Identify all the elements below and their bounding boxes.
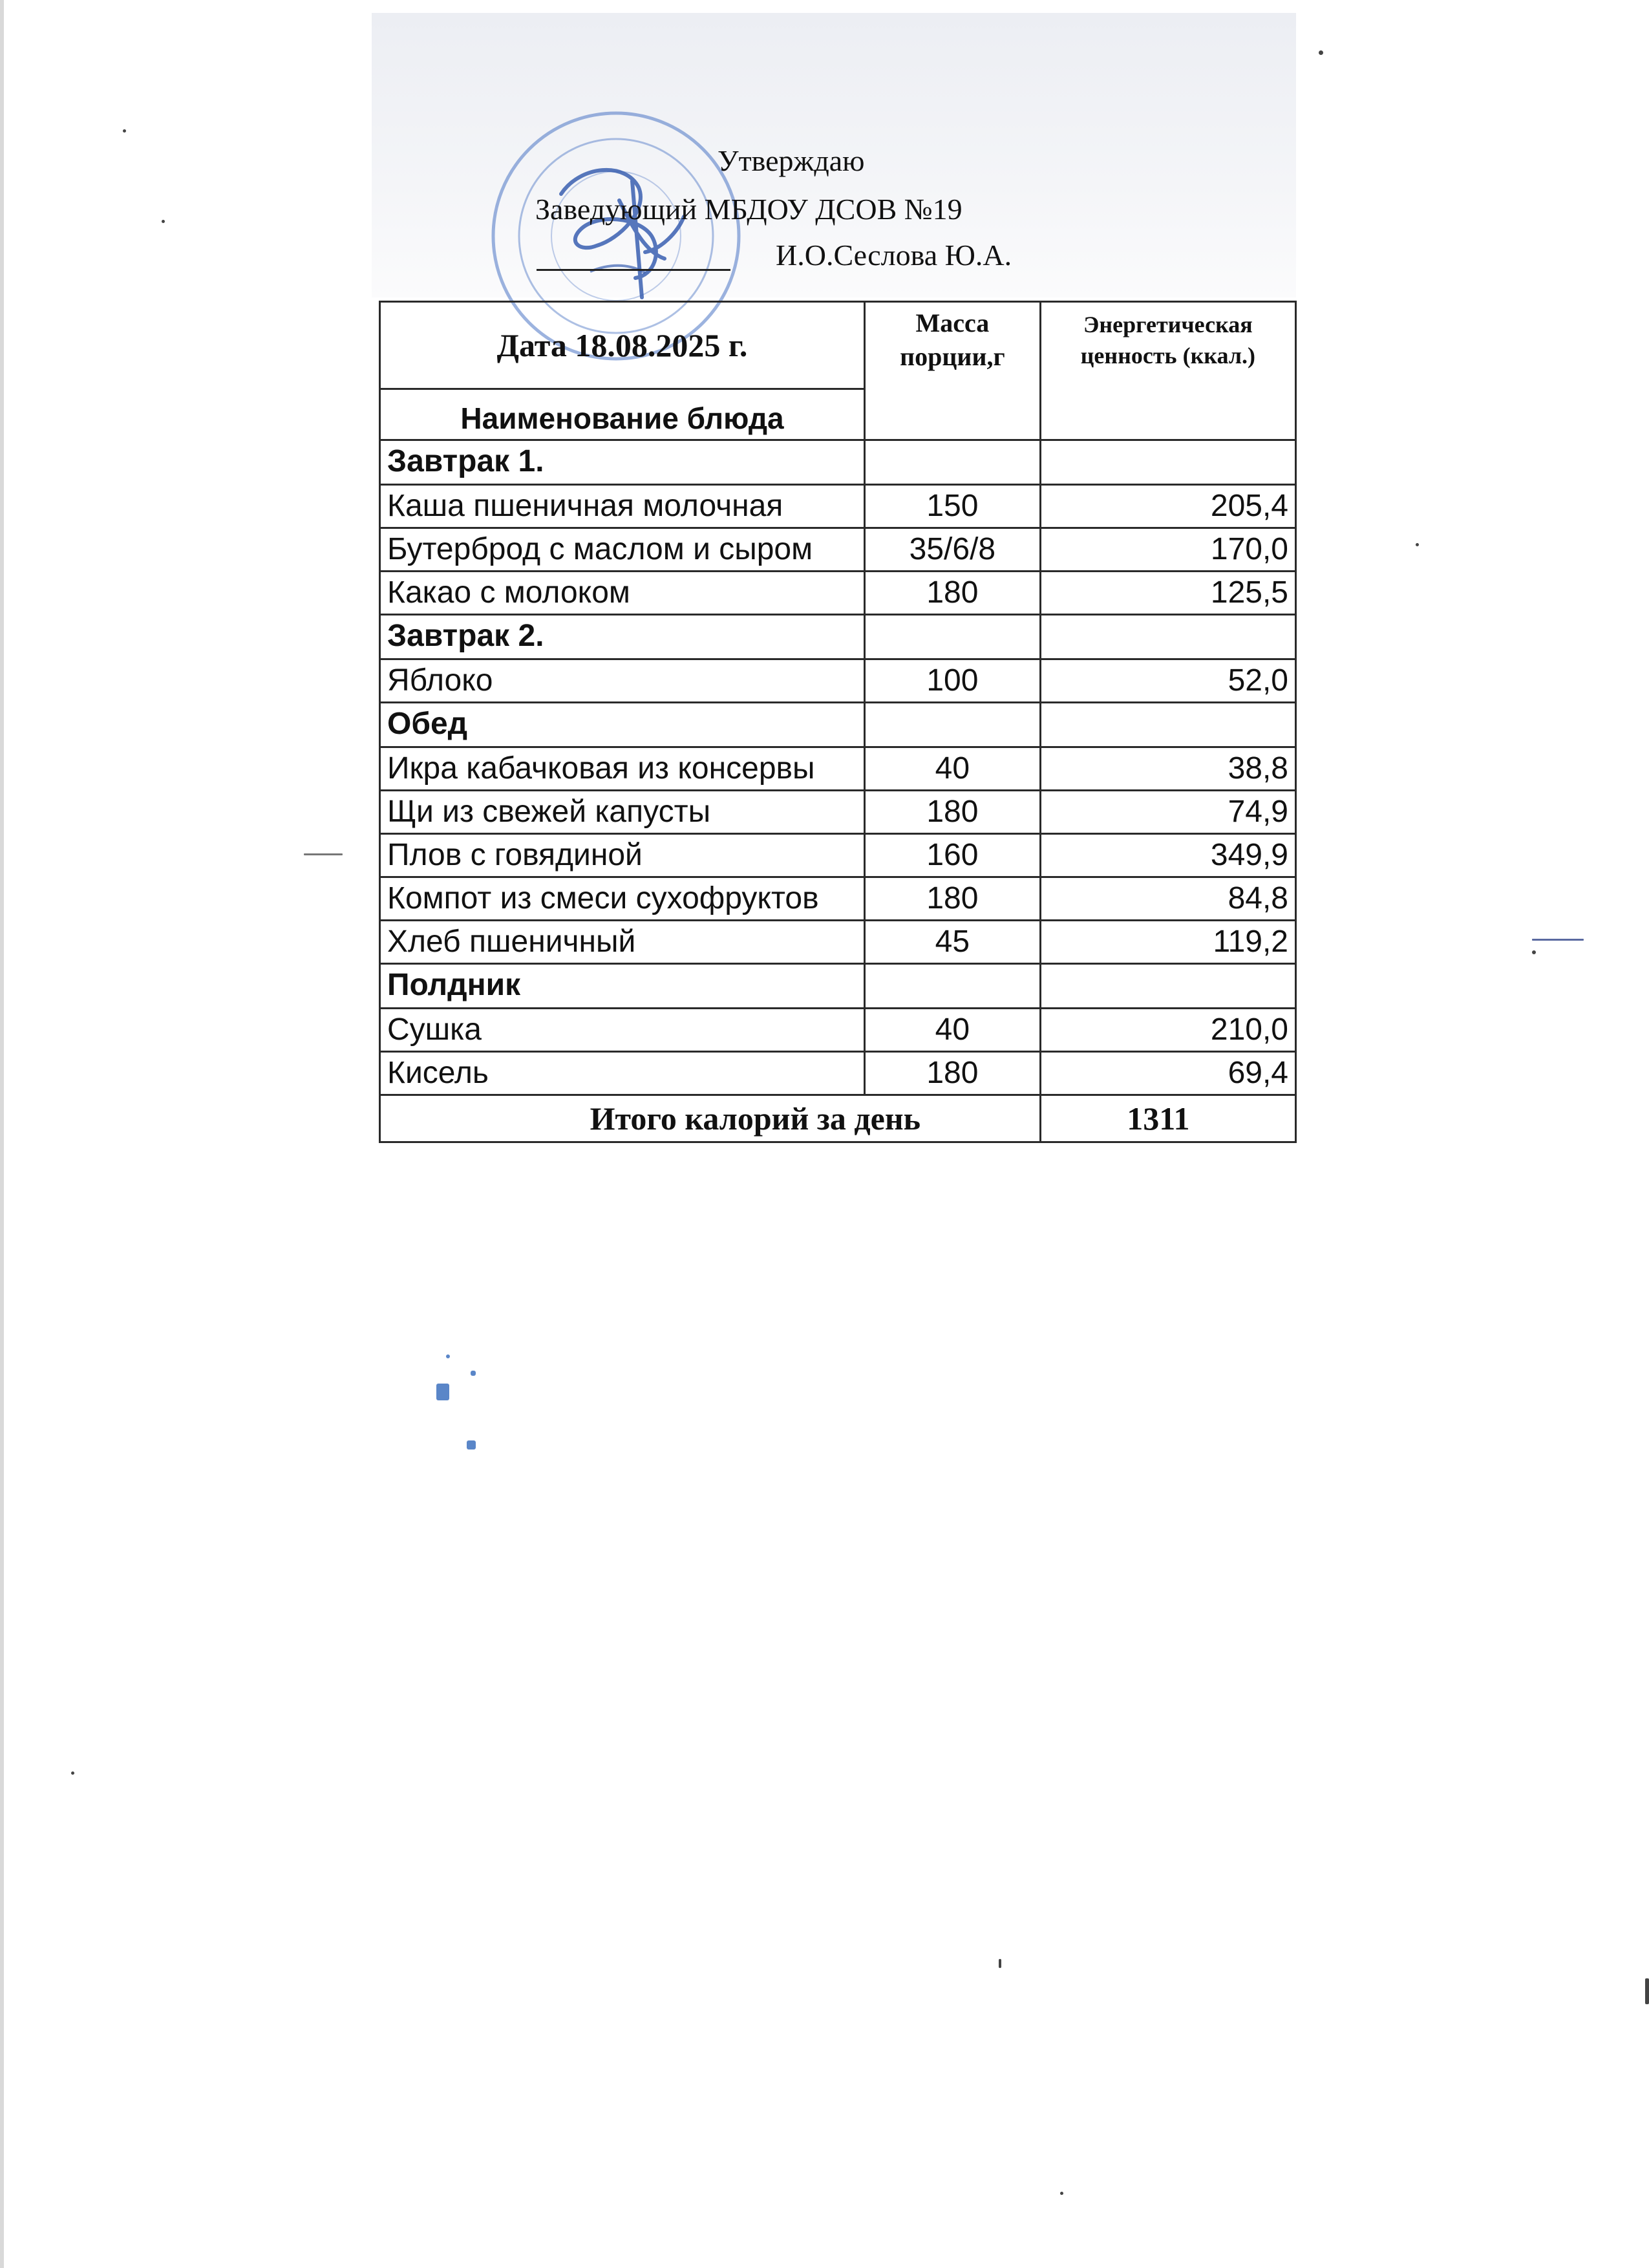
- dish-row: [380, 485, 1296, 528]
- empty-cell: [865, 703, 1041, 747]
- dish-energy: 170,0: [1040, 528, 1295, 572]
- dish-row: [380, 921, 1296, 964]
- section-title: Завтрак 1.: [380, 440, 865, 485]
- total-value: 1311: [1040, 1095, 1295, 1142]
- empty-cell: [1040, 964, 1295, 1009]
- dish-mass: 180: [865, 572, 1041, 615]
- empty-cell: [1040, 615, 1295, 659]
- dish-row: [380, 834, 1296, 877]
- empty-cell: [1040, 703, 1295, 747]
- scan-speck: [1319, 50, 1323, 55]
- dish-mass: 150: [865, 485, 1041, 528]
- scan-speck: [123, 129, 126, 133]
- menu-table: [379, 301, 1297, 1143]
- dish-energy: 74,9: [1040, 791, 1295, 834]
- dish-name: Кисель: [380, 1052, 865, 1095]
- section-title: Полдник: [380, 964, 865, 1009]
- dish-energy: 84,8: [1040, 877, 1295, 921]
- scan-mark: [304, 853, 343, 855]
- dish-energy: 38,8: [1040, 747, 1295, 791]
- empty-cell: [865, 440, 1041, 485]
- dish-name: Компот из смеси сухофруктов: [380, 877, 865, 921]
- total-row: [380, 1095, 1296, 1142]
- dish-name: Икра кабачковая из консервы: [380, 747, 865, 791]
- dish-name: Хлеб пшеничный: [380, 921, 865, 964]
- dish-row: [380, 1052, 1296, 1095]
- dish-energy: 125,5: [1040, 572, 1295, 615]
- dish-row: [380, 877, 1296, 921]
- section-title: Обед: [380, 703, 865, 747]
- blue-mark: [471, 1371, 476, 1376]
- signature-line: [537, 269, 730, 271]
- dish-name: Какао с молоком: [380, 572, 865, 615]
- blue-mark: [436, 1384, 449, 1400]
- empty-cell: [865, 964, 1041, 1009]
- dish-name: Щи из свежей капусты: [380, 791, 865, 834]
- scan-speck: [71, 1771, 74, 1775]
- scan-speck: [1416, 543, 1419, 546]
- scan-speck: [1532, 950, 1536, 954]
- dish-energy: 210,0: [1040, 1009, 1295, 1052]
- dish-mass: 40: [865, 1009, 1041, 1052]
- scan-speck: [1060, 2192, 1063, 2195]
- dish-name: Сушка: [380, 1009, 865, 1052]
- dish-energy: 69,4: [1040, 1052, 1295, 1095]
- scan-speck: [162, 220, 165, 223]
- blue-mark: [467, 1440, 476, 1450]
- total-label: Итого калорий за день: [380, 1095, 1041, 1142]
- empty-cell: [865, 615, 1041, 659]
- dish-row: [380, 747, 1296, 791]
- approval-title: Утверждаю: [718, 144, 865, 177]
- dish-mass: 35/6/8: [865, 528, 1041, 572]
- dish-mass: 180: [865, 877, 1041, 921]
- header-row: [380, 302, 1296, 389]
- dish-energy: 349,9: [1040, 834, 1295, 877]
- mass-header: Масса порции,г: [865, 302, 1041, 440]
- scan-edge: [0, 0, 4, 2268]
- dish-row: [380, 659, 1296, 703]
- dish-name: Яблоко: [380, 659, 865, 703]
- dish-mass: 45: [865, 921, 1041, 964]
- dish-mass: 180: [865, 791, 1041, 834]
- dish-energy: 119,2: [1040, 921, 1295, 964]
- dish-mass: 180: [865, 1052, 1041, 1095]
- dish-name: Бутерброд с маслом и сыром: [380, 528, 865, 572]
- dish-energy: 205,4: [1040, 485, 1295, 528]
- section-title: Завтрак 2.: [380, 615, 865, 659]
- section-row: [380, 440, 1296, 485]
- section-row: [380, 964, 1296, 1009]
- dish-energy: 52,0: [1040, 659, 1295, 703]
- blue-mark: [446, 1354, 450, 1358]
- dish-name: Каша пшеничная молочная: [380, 485, 865, 528]
- dish-mass: 100: [865, 659, 1041, 703]
- approval-position: Заведующий МБДОУ ДСОВ №19: [535, 193, 963, 226]
- section-row: [380, 615, 1296, 659]
- dish-row: [380, 791, 1296, 834]
- section-row: [380, 703, 1296, 747]
- dish-name-header: Наименование блюда: [380, 389, 865, 440]
- dish-row: [380, 1009, 1296, 1052]
- scan-speck: [1645, 1978, 1649, 2004]
- dish-row: [380, 572, 1296, 615]
- dish-mass: 160: [865, 834, 1041, 877]
- dish-mass: 40: [865, 747, 1041, 791]
- scan-speck: [999, 1959, 1001, 1968]
- approval-signatory: И.О.Сеслова Ю.А.: [776, 239, 1012, 272]
- dish-name: Плов с говядиной: [380, 834, 865, 877]
- date-header: Дата 18.08.2025 г.: [380, 302, 865, 389]
- empty-cell: [1040, 440, 1295, 485]
- energy-header: Энергетическая ценность (ккал.): [1040, 302, 1295, 440]
- scan-mark: [1532, 939, 1584, 941]
- dish-row: [380, 528, 1296, 572]
